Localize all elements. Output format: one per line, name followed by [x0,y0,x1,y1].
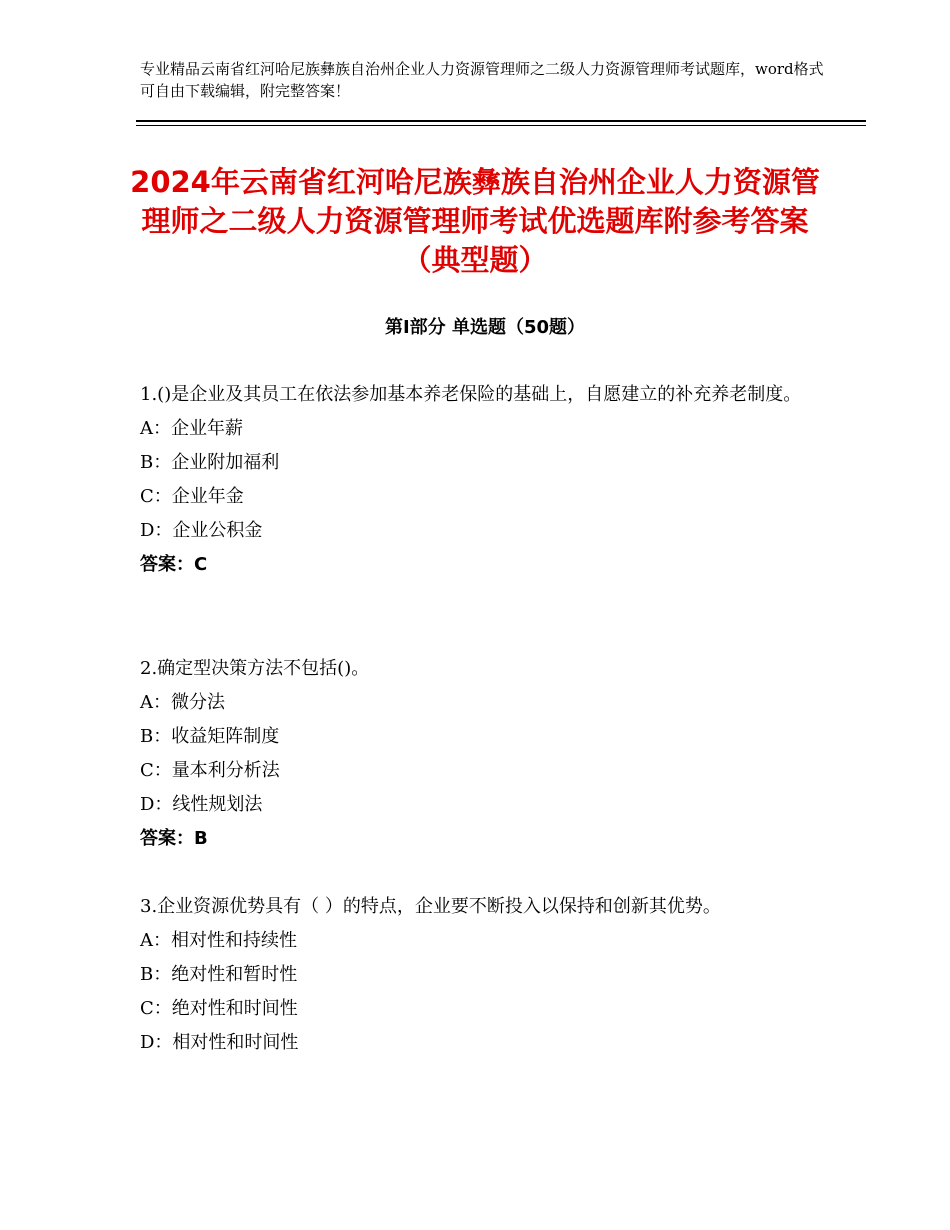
option-d: D：线性规划法 [140,794,263,815]
header-rule-thin [136,125,866,126]
header-note: 专业精品云南省红河哈尼族彝族自治州企业人力资源管理师之二级人力资源管理师考试题库，word格式可自由下载编辑，附完整答案！ [140,60,824,100]
option-c: C：绝对性和时间性 [140,998,298,1019]
option-d: D：相对性和时间性 [140,1032,299,1053]
answer: 答案：C [140,554,208,575]
question-2 [140,652,820,856]
question-3 [140,890,820,1060]
option-d: D：企业公积金 [140,520,263,541]
header-rule-thick [136,120,866,122]
option-b: B：绝对性和暂时性 [140,964,298,985]
option-c: C：企业年金 [140,486,244,507]
question-stem: 1.()是企业及其员工在依法参加基本养老保险的基础上，自愿建立的补充养老制度。 [140,384,802,405]
document-title: 2024年云南省红河哈尼族彝族自治州企业人力资源管理师之二级人力资源管理师考试优选题库附参考答案（典型题） [130,165,820,277]
option-a: A：微分法 [140,692,225,713]
option-c: C：量本利分析法 [140,760,280,781]
section-title: 第Ⅰ部分 单选题（50题） [384,317,585,338]
question-1 [140,378,820,582]
option-b: B：收益矩阵制度 [140,726,280,747]
option-b: B：企业附加福利 [140,452,280,473]
option-a: A：企业年薪 [140,418,243,439]
question-stem: 3.企业资源优势具有（ ）的特点，企业要不断投入以保持和创新其优势。 [140,896,721,917]
option-a: A：相对性和持续性 [140,930,297,951]
answer: 答案：B [140,828,208,849]
question-stem: 2.确定型决策方法不包括()。 [140,658,370,679]
